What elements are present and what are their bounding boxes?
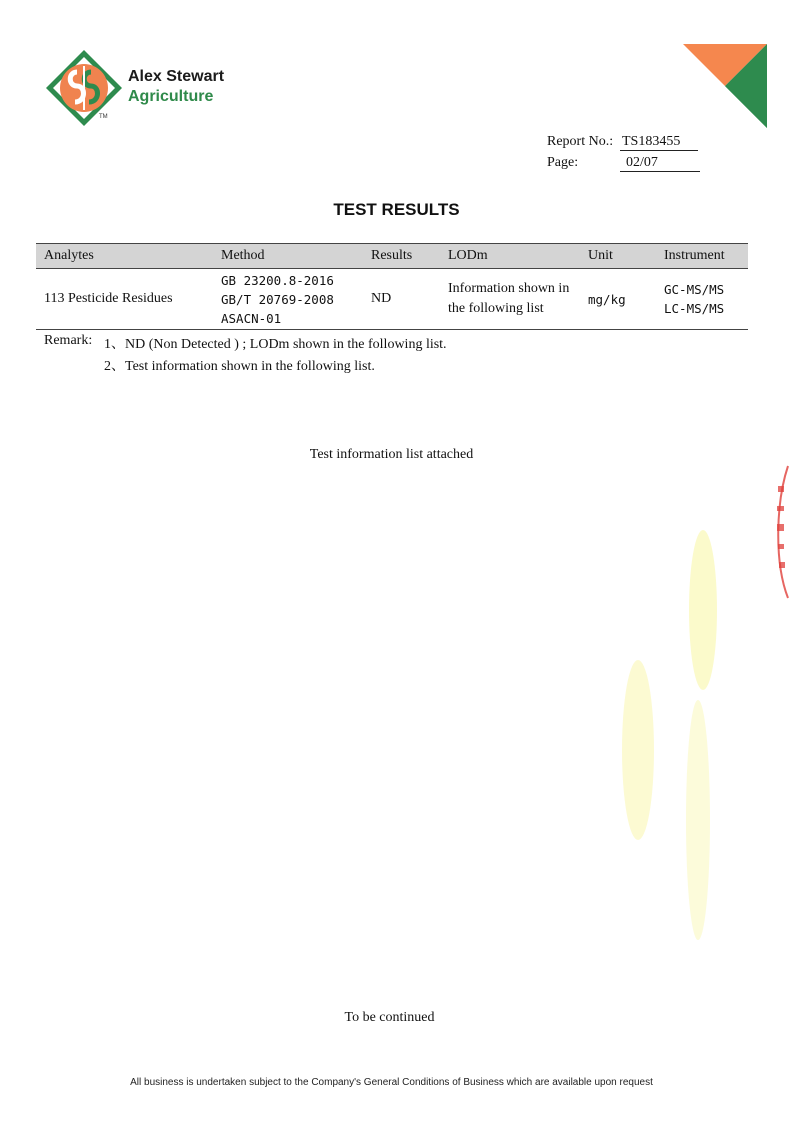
- remark-label: Remark:: [44, 333, 93, 348]
- corner-triangle-icon: [683, 44, 767, 128]
- result-cell: [363, 269, 440, 330]
- page-value: 02/07: [620, 155, 700, 172]
- results-table: [36, 243, 748, 330]
- method-line: GB/T 20769-2008: [221, 291, 334, 307]
- report-no-label: Report No.:: [547, 134, 614, 149]
- report-no-value: TS183455: [620, 134, 698, 151]
- seal-stamp: [768, 462, 790, 602]
- result-value: ND: [371, 291, 392, 306]
- continued-note: To be continued: [344, 1010, 435, 1025]
- footer-disclaimer: All business is undertaken subject to the Company's General Conditions of Business which are available upon request: [130, 1077, 653, 1088]
- analyte-name: 113 Pesticide Residues: [44, 291, 173, 306]
- column-header-unit: Unit: [580, 244, 656, 269]
- brand-name: Alex Stewart: [128, 68, 225, 85]
- page-title: TEST RESULTS: [333, 200, 460, 219]
- instrument-line: LC-MS/MS: [664, 301, 725, 316]
- page-label: Page:: [547, 155, 579, 170]
- instrument-line: GC-MS/MS: [664, 282, 725, 297]
- remark-item: 1、ND (Non Detected ) ; LODm shown in the following list.: [104, 337, 447, 352]
- column-header-analytes: Analytes: [36, 244, 213, 269]
- column-header-instrument: Instrument: [656, 244, 748, 269]
- method-cell: [213, 269, 363, 330]
- lodm-line: the following list: [448, 301, 544, 316]
- highlighter-mark: [598, 520, 738, 990]
- lodm-cell: [440, 269, 580, 330]
- method-line: ASACN-01: [221, 310, 282, 326]
- lodm-line: Information shown in: [448, 281, 570, 296]
- unit-cell: [580, 269, 656, 330]
- column-header-method: Method: [213, 244, 363, 269]
- column-header-lodm: LODm: [440, 244, 580, 269]
- column-header-results: Results: [363, 244, 440, 269]
- table-row: [36, 269, 748, 330]
- trademark-mark: TM: [99, 114, 108, 120]
- unit-value: mg/kg: [588, 291, 626, 307]
- brand-subtitle: Agriculture: [128, 88, 214, 105]
- instrument-cell: [656, 269, 748, 330]
- remark-item: 2、Test information shown in the following list.: [104, 359, 375, 374]
- table-header-row: [36, 244, 748, 269]
- company-logo: [44, 48, 124, 128]
- analyte-cell: [36, 269, 213, 330]
- attached-note: Test information list attached: [309, 447, 474, 462]
- method-line: GB 23200.8-2016: [221, 272, 334, 288]
